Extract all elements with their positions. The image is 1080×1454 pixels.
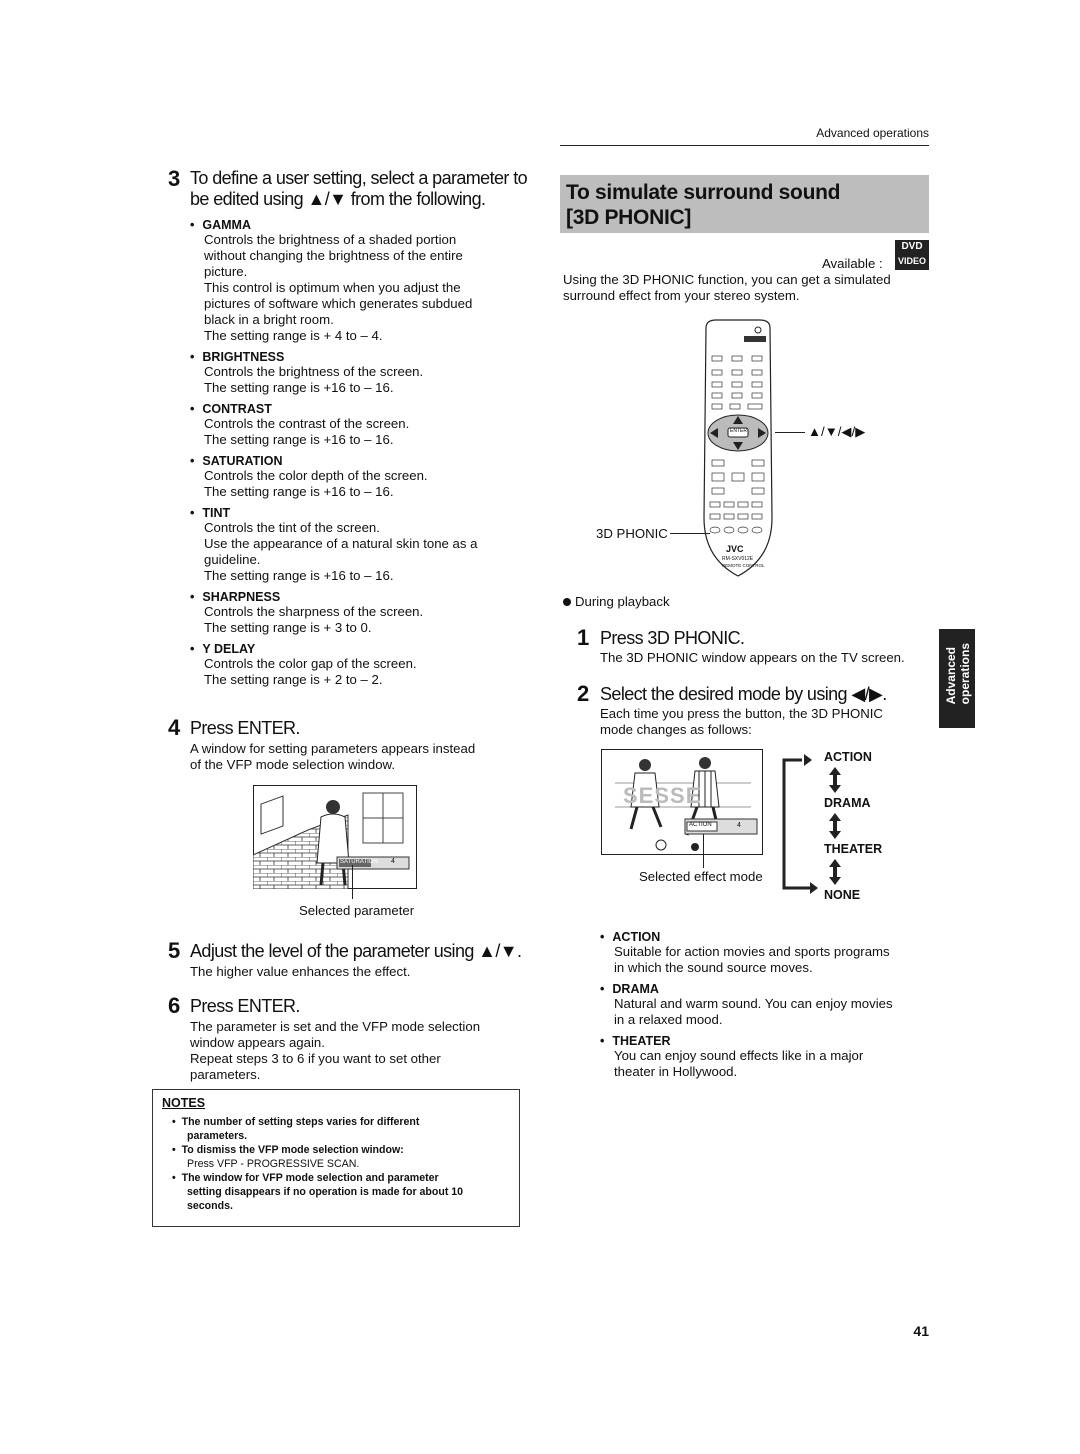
param-name: • BRIGHTNESS <box>190 350 520 364</box>
updown-arrow-icon <box>829 859 841 885</box>
param-name: • CONTRAST <box>190 402 520 416</box>
remote-model: RM-SXV012E <box>722 556 754 562</box>
mode-desc-line: in which the sound source moves. <box>614 960 813 975</box>
phonic-window-illustration <box>601 749 763 855</box>
param-gamma <box>190 218 520 344</box>
param-line: guideline. <box>204 552 261 567</box>
step-1-desc: The 3D PHONIC window appears on the TV screen. <box>600 650 905 665</box>
param-brightness <box>190 350 520 396</box>
arrows-callout-line <box>775 432 805 433</box>
step-6-desc-1: The parameter is set and the VFP mode selection <box>190 1019 481 1034</box>
step-2-desc-2: mode changes as follows: <box>600 722 752 737</box>
remote-enter-label: ENTER <box>730 428 747 434</box>
mode-desc-line: You can enjoy sound effects like in a major <box>614 1048 864 1063</box>
mode-none: NONE <box>824 888 861 902</box>
dvd-video-badge <box>895 240 929 270</box>
notes-title: NOTES <box>162 1096 206 1110</box>
step-4-text: Press ENTER. <box>190 718 300 738</box>
figure-2-caption: Selected effect mode <box>639 869 763 884</box>
note-3-line-2: setting disappears if no operation is made for about 10 <box>187 1186 464 1198</box>
remote-sub: REMOTE CONTROL <box>722 563 765 568</box>
remote-body <box>700 318 776 580</box>
param-line: The setting range is + 2 to – 2. <box>204 672 383 687</box>
notes-list <box>172 1115 512 1213</box>
background-lettering: SESSE <box>623 783 702 808</box>
step-5-desc: The higher value enhances the effect. <box>190 964 411 979</box>
section-side-tab <box>939 629 975 728</box>
param-line: Controls the brightness of the screen. <box>204 364 424 379</box>
figure-2-callout-line <box>703 834 704 868</box>
step-5-number: 5 <box>168 938 181 963</box>
parameter-window-illustration <box>253 785 417 889</box>
remote-brand: JVC <box>726 544 744 554</box>
param-name: • GAMMA <box>190 218 520 232</box>
brick-wall-scene <box>253 785 417 889</box>
param-line: Controls the tint of the screen. <box>204 520 380 535</box>
step-6-desc-2: window appears again. <box>190 1035 325 1050</box>
step-2-text: Select the desired mode by using ◀/▶. <box>600 684 887 704</box>
updown-arrow-icon <box>829 767 841 793</box>
param-contrast <box>190 402 520 448</box>
step-3-line-1: To define a user setting, select a parameter to <box>190 168 528 188</box>
step-3-line-2: be edited using ▲/▼ from the following. <box>190 189 486 209</box>
during-playback: During playback <box>575 594 670 609</box>
param-line: The setting range is +16 to – 16. <box>204 432 394 447</box>
step-3-number: 3 <box>168 166 181 191</box>
param-line: picture. <box>204 264 248 279</box>
header-rule <box>560 145 929 146</box>
mode-desc-line: Suitable for action movies and sports programs <box>614 944 890 959</box>
note-2-line-2: Press VFP - PROGRESSIVE SCAN. <box>187 1158 360 1170</box>
page-number: 41 <box>913 1323 929 1339</box>
note-1-line-1: • The number of setting steps varies for different <box>172 1116 420 1128</box>
param-name: • SHARPNESS <box>190 590 520 604</box>
note-3-line-1: • The window for VFP mode selection and parameter <box>172 1172 439 1184</box>
bullet-dot <box>563 598 571 606</box>
mode-theater: THEATER <box>824 842 883 856</box>
figure-1-caption: Selected parameter <box>299 903 415 918</box>
step-1-number: 1 <box>577 625 590 650</box>
step-4-desc-1: A window for setting parameters appears instead <box>190 741 476 756</box>
param-line: Controls the brightness of a shaded portion <box>204 232 457 247</box>
param-y-delay <box>190 642 520 688</box>
param-line: Use the appearance of a natural skin tone as a <box>204 536 478 551</box>
mode-desc-name: • THEATER <box>600 1034 930 1048</box>
mode-descriptions <box>600 930 930 1080</box>
mode-desc-line: Natural and warm sound. You can enjoy movies <box>614 996 893 1011</box>
param-line: The setting range is + 3 to 0. <box>204 620 372 635</box>
osd-mode-label: ACTION <box>689 822 712 828</box>
note-2-line-1: • To dismiss the VFP mode selection window: <box>172 1144 404 1156</box>
param-name: • TINT <box>190 506 520 520</box>
updown-arrow-icon <box>829 813 841 839</box>
param-line: Controls the color gap of the screen. <box>204 656 417 671</box>
cycle-arrow-graphic <box>780 748 820 898</box>
note-1-line-2: parameters. <box>187 1130 248 1142</box>
param-line: The setting range is +16 to – 16. <box>204 484 394 499</box>
step-2-desc-1: Each time you press the button, the 3D PHONIC <box>600 706 883 721</box>
intro-line-2: surround effect from your stereo system. <box>563 288 800 303</box>
param-line: black in a bright room. <box>204 312 334 327</box>
param-line: pictures of software which generates subdued <box>204 296 473 311</box>
mode-cycle-arrows <box>780 748 820 898</box>
phonic-callout-line <box>670 533 710 534</box>
remote-phonic-label: 3D PHONIC <box>596 526 668 541</box>
mode-desc-line: theater in Hollywood. <box>614 1064 738 1079</box>
parameter-list <box>190 218 520 688</box>
side-tab-line-1: Advanced <box>944 647 958 705</box>
remote-control-illustration <box>700 318 776 580</box>
remote-arrows-label: ▲/▼/◀/▶ <box>808 424 866 439</box>
param-line: Controls the sharpness of the screen. <box>204 604 424 619</box>
param-sharpness <box>190 590 520 636</box>
osd-param-value: 4 <box>391 858 395 865</box>
param-tint <box>190 506 520 584</box>
param-name: • Y DELAY <box>190 642 520 656</box>
param-line: This control is optimum when you adjust the <box>204 280 461 295</box>
step-5-text: Adjust the level of the parameter using ▲/▼. <box>190 941 522 961</box>
param-line: without changing the brightness of the entire <box>204 248 463 263</box>
mode-action: ACTION <box>824 750 872 764</box>
section-title-line-1: To simulate surround sound <box>566 181 841 204</box>
mode-desc-line: in a relaxed mood. <box>614 1012 723 1027</box>
param-line: Controls the contrast of the screen. <box>204 416 410 431</box>
step-6-desc-3: Repeat steps 3 to 6 if you want to set other <box>190 1051 441 1066</box>
section-header: Advanced operations <box>816 126 929 140</box>
osd-mode-value: 4 <box>737 822 741 829</box>
note-3-line-3: seconds. <box>187 1200 233 1212</box>
mode-drama: DRAMA <box>824 796 871 810</box>
mode-desc-name: • ACTION <box>600 930 930 944</box>
param-line: The setting range is +16 to – 16. <box>204 568 394 583</box>
osd-param-label: SATURATION <box>340 859 378 865</box>
step-4-desc-2: of the VFP mode selection window. <box>190 757 396 772</box>
step-2-number: 2 <box>577 681 590 706</box>
badge-bottom: VIDEO <box>897 256 926 266</box>
mode-desc-name: • DRAMA <box>600 982 930 996</box>
param-line: Controls the color depth of the screen. <box>204 468 428 483</box>
callout-line <box>352 865 353 899</box>
step-6-text: Press ENTER. <box>190 996 300 1016</box>
step-6-number: 6 <box>168 993 181 1018</box>
section-title-line-2: [3D PHONIC] <box>566 206 692 229</box>
available-label: Available : <box>822 256 883 271</box>
side-tab-line-2: operations <box>958 643 972 705</box>
param-saturation <box>190 454 520 500</box>
param-line: The setting range is + 4 to – 4. <box>204 328 383 343</box>
step-1-text: Press 3D PHONIC. <box>600 628 745 648</box>
step-4-number: 4 <box>168 715 181 740</box>
param-name: • SATURATION <box>190 454 520 468</box>
param-line: The setting range is +16 to – 16. <box>204 380 394 395</box>
step-6-desc-4: parameters. <box>190 1067 261 1082</box>
intro-line-1: Using the 3D PHONIC function, you can get a simulated <box>563 272 891 287</box>
badge-top: DVD <box>901 241 923 252</box>
